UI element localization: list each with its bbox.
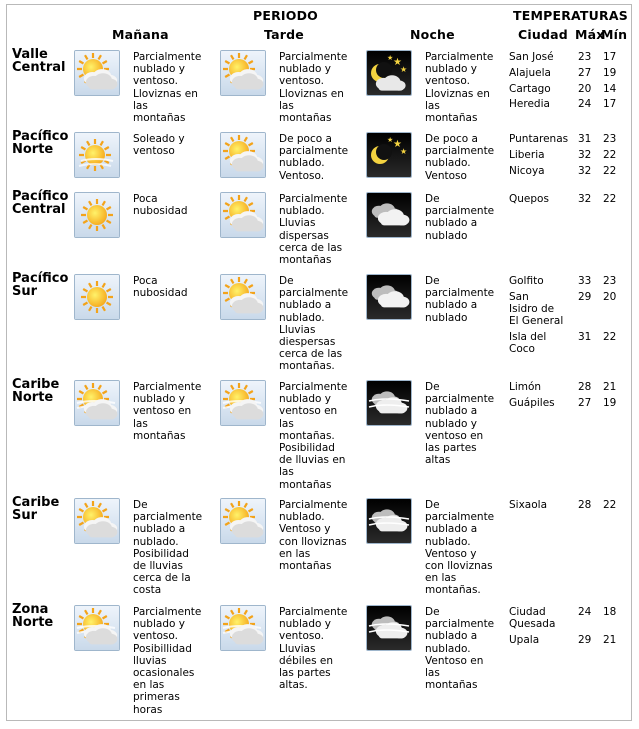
manana-forecast-line: Posibilidad xyxy=(133,547,189,560)
max-temp: 24 xyxy=(578,98,592,111)
noche-forecast-line: nublado a xyxy=(425,217,478,230)
region-name xyxy=(12,130,68,156)
tarde-forecast xyxy=(279,275,348,373)
noche-forecast xyxy=(425,606,494,691)
tarde-forecast xyxy=(279,51,347,124)
min-temp: 22 xyxy=(603,164,617,177)
noche-forecast-line: las xyxy=(425,99,440,112)
noche-forecast-line: altas xyxy=(425,454,451,467)
city-name xyxy=(509,83,551,95)
tarde-header: Tarde xyxy=(264,27,304,42)
max-temp: 29 xyxy=(578,290,592,303)
noche-forecast-line: nublado. xyxy=(425,535,471,548)
region-name-line: Zona xyxy=(12,602,49,617)
manana-forecast-line: Lloviznas en xyxy=(133,87,198,100)
noche-forecast xyxy=(425,275,494,324)
min-temp: 21 xyxy=(603,634,617,646)
manana-forecast-line: nublado y xyxy=(133,618,185,631)
tarde-forecast xyxy=(279,193,347,266)
manana-forecast xyxy=(133,275,188,299)
noche-forecast-line: parcialmente xyxy=(425,511,495,524)
tarde-forecast-line: las xyxy=(279,466,294,479)
manana-forecast-line: primeras xyxy=(133,691,180,704)
city-name xyxy=(509,381,541,393)
max-temp: 27 xyxy=(578,396,592,409)
manana-forecast xyxy=(133,193,188,217)
max-temp: 28 xyxy=(578,381,592,393)
noche-forecast-line: ventoso en xyxy=(425,429,484,442)
partly-cloudy-night-icon xyxy=(366,50,412,96)
city-name xyxy=(509,397,555,409)
tarde-forecast-line: ventoso. xyxy=(279,75,324,88)
manana-forecast-line: cerca de la xyxy=(133,572,191,585)
noche-forecast-line: ventoso. xyxy=(425,75,470,88)
max-temp: 32 xyxy=(578,193,592,205)
svg-text:★: ★ xyxy=(400,65,408,74)
region-name-line: Pacífico xyxy=(12,189,69,204)
noche-forecast-line: nublado a xyxy=(425,523,478,536)
tarde-forecast xyxy=(279,499,347,572)
manana-forecast-line: parcialmente xyxy=(133,511,203,524)
noche-forecast-line: parcialmente xyxy=(425,393,495,406)
sunny-windy-icon xyxy=(74,132,120,178)
min-temp: 22 xyxy=(603,499,617,511)
region-name-line: Sur xyxy=(12,508,38,523)
max-temp: 20 xyxy=(578,82,592,95)
manana-forecast xyxy=(133,51,201,124)
min-temp: 22 xyxy=(603,331,617,343)
tarde-forecast-line: montañas xyxy=(279,254,332,267)
partly-cloudy-sun-icon xyxy=(220,50,266,96)
city-name xyxy=(509,149,545,161)
noche-forecast-line: De xyxy=(425,381,440,393)
noche-forecast-line: en las xyxy=(425,572,457,585)
max-temp: 28 xyxy=(578,499,592,511)
partly-cloudy-sun-windy-icon xyxy=(220,605,266,651)
region-name xyxy=(12,603,53,629)
cloudy-windy-night-icon xyxy=(366,605,412,651)
city-name xyxy=(509,193,549,205)
noche-header: Noche xyxy=(410,27,455,42)
manana-forecast xyxy=(133,606,201,716)
tarde-forecast-line: nublado a xyxy=(279,299,332,312)
noche-forecast-line: nublado xyxy=(425,229,468,242)
tarde-forecast-line: Parcialmente xyxy=(279,193,348,205)
max-temp: 23 xyxy=(578,51,592,63)
manana-header: Mañana xyxy=(112,27,169,42)
noche-forecast xyxy=(425,193,494,242)
tarde-forecast-line: cerca de las xyxy=(279,241,343,254)
city-name-line: Sixaola xyxy=(509,499,548,511)
manana-forecast-line: ventoso. xyxy=(133,75,178,88)
min-temp: 22 xyxy=(603,148,617,161)
manana-forecast-line: nubosidad xyxy=(133,287,188,300)
region-name-line: Sur xyxy=(12,284,38,299)
tarde-forecast-line: nublado. xyxy=(279,157,325,170)
min-temp: 21 xyxy=(603,381,617,393)
tarde-forecast-line: montañas xyxy=(279,112,332,125)
manana-forecast-line: Parcialmente xyxy=(133,51,202,63)
city-name xyxy=(509,133,568,145)
tarde-forecast-line: montañas. xyxy=(279,429,335,442)
city-name xyxy=(509,634,539,646)
ciudad-header: Ciudad xyxy=(518,27,568,42)
region-name xyxy=(12,272,68,298)
max-temp: 29 xyxy=(578,634,592,646)
max-temp: 32 xyxy=(578,148,592,161)
max-header: Máx xyxy=(575,27,605,42)
noche-forecast-line: nublado a xyxy=(425,299,478,312)
region-name-line: Central xyxy=(12,202,66,217)
tarde-forecast-line: nublado. xyxy=(279,511,325,524)
manana-forecast-line: Posibillidad xyxy=(133,642,192,655)
tarde-forecast-line: de lluvias en xyxy=(279,454,346,467)
region-name xyxy=(12,378,59,404)
city-name-line: Coco xyxy=(509,343,535,356)
tarde-forecast-line: De xyxy=(279,275,294,287)
partly-cloudy-sun-icon xyxy=(220,132,266,178)
tarde-forecast-line: las partes xyxy=(279,667,331,680)
cloudy-windy-night-icon xyxy=(366,380,412,426)
city-name xyxy=(509,275,544,287)
noche-forecast-line: las xyxy=(425,667,440,680)
tarde-forecast-line: nublado y xyxy=(279,618,331,631)
city-name-line: Quesada xyxy=(509,618,556,631)
region-name-line: Pacífico xyxy=(12,271,69,286)
tarde-forecast-line: las xyxy=(279,417,294,430)
tarde-forecast-line: Parcialmente xyxy=(279,606,348,618)
manana-forecast-line: Soleado y xyxy=(133,133,185,145)
tarde-forecast-line: con lloviznas xyxy=(279,535,347,548)
max-temp: 32 xyxy=(578,164,592,177)
max-temp: 31 xyxy=(578,331,592,343)
manana-forecast-line: ocasionales xyxy=(133,667,195,680)
manana-forecast-line: nublado. xyxy=(133,535,179,548)
region-name xyxy=(12,48,65,74)
noche-forecast-line: parcialmente xyxy=(425,618,495,631)
noche-forecast-line: montañas. xyxy=(425,584,481,597)
noche-forecast-line: nublado a xyxy=(425,405,478,418)
max-temp: 33 xyxy=(578,275,592,287)
noche-forecast-line: De xyxy=(425,275,440,287)
city-name xyxy=(509,291,563,328)
tarde-forecast-line: montañas. xyxy=(279,360,335,373)
svg-text:★: ★ xyxy=(387,136,394,144)
region-name-line: Caribe xyxy=(12,377,60,392)
city-name-line: Heredia xyxy=(509,98,550,111)
tarde-forecast-line: montañas xyxy=(279,478,332,491)
manana-forecast-line: Poca xyxy=(133,275,158,287)
partly-cloudy-sun-windy-icon xyxy=(74,380,120,426)
city-name-line: Upala xyxy=(509,634,540,646)
cloudy-night-icon xyxy=(366,192,412,238)
min-temp: 18 xyxy=(603,606,617,618)
region-name-line: Caribe xyxy=(12,495,60,510)
noche-forecast-line: parcialmente xyxy=(425,205,495,218)
max-temp: 31 xyxy=(578,133,592,145)
tarde-forecast-line: Lloviznas en xyxy=(279,87,344,100)
manana-forecast-line: montañas xyxy=(133,429,186,442)
svg-text:★: ★ xyxy=(393,57,402,68)
tarde-forecast-line: Ventoso. xyxy=(279,169,325,182)
noche-forecast-line: nublado. xyxy=(425,642,471,655)
tarde-forecast-line: las xyxy=(279,99,294,112)
tarde-forecast-line: dispersas xyxy=(279,229,329,242)
svg-text:★: ★ xyxy=(393,139,402,150)
noche-forecast-line: Ventoso xyxy=(425,169,467,182)
city-name-line: Liberia xyxy=(509,148,545,161)
manana-forecast-line: las xyxy=(133,417,148,430)
city-name-line: Nicoya xyxy=(509,164,545,177)
manana-forecast-line: nubosidad xyxy=(133,205,188,218)
city-name-line: Isidro de xyxy=(509,303,555,315)
tarde-forecast-line: Posibilidad xyxy=(279,442,335,455)
tarde-forecast-line: nublado y xyxy=(279,393,331,406)
noche-forecast-line: nublado y xyxy=(425,63,477,76)
partly-cloudy-sun-icon xyxy=(220,192,266,238)
city-name-line: El General xyxy=(509,315,564,328)
city-name xyxy=(509,98,550,110)
manana-forecast-line: de lluvias xyxy=(133,560,183,573)
sun-icon xyxy=(74,192,120,238)
tarde-forecast-line: nublado. xyxy=(279,205,325,218)
temperaturas-header: TEMPERATURAS xyxy=(513,8,628,23)
tarde-forecast-line: débiles en xyxy=(279,654,334,667)
tarde-forecast xyxy=(279,133,348,182)
min-temp: 20 xyxy=(603,290,617,303)
partly-cloudy-sun-icon xyxy=(74,498,120,544)
city-name xyxy=(509,606,555,630)
tarde-forecast-line: Parcialmente xyxy=(279,381,348,393)
tarde-forecast-line: Lluvias xyxy=(279,642,316,655)
noche-forecast-line: Parcialmente xyxy=(425,51,494,63)
tarde-forecast-line: altas. xyxy=(279,679,308,692)
manana-forecast-line: Parcialmente xyxy=(133,381,202,393)
manana-forecast-line: nublado y xyxy=(133,63,185,76)
noche-forecast-line: nublado y xyxy=(425,417,477,430)
region-name xyxy=(12,190,68,216)
manana-forecast-line: Poca xyxy=(133,193,158,205)
city-name-line: San xyxy=(509,290,529,303)
noche-forecast-line: parcialmente xyxy=(425,287,495,300)
manana-forecast-line: De xyxy=(133,499,148,511)
city-name-line: Alajuela xyxy=(509,66,551,79)
manana-forecast-line: nublado y xyxy=(133,393,185,406)
manana-forecast-line: ventoso. xyxy=(133,630,178,643)
min-temp: 17 xyxy=(603,51,617,63)
tarde-forecast-line: De poco a xyxy=(279,133,332,145)
noche-forecast-line: Ventoso y xyxy=(425,547,477,560)
manana-forecast-line: ventoso en xyxy=(133,405,192,418)
city-name xyxy=(509,331,546,355)
city-name xyxy=(509,499,547,511)
partly-cloudy-sun-windy-icon xyxy=(220,380,266,426)
tarde-forecast-line: parcialmente xyxy=(279,287,349,300)
svg-text:★: ★ xyxy=(387,54,394,62)
manana-forecast-line: costa xyxy=(133,584,162,597)
region-name-line: Valle xyxy=(12,47,48,62)
city-name-line: Guápiles xyxy=(509,396,555,409)
noche-forecast-line: nublado a xyxy=(425,630,478,643)
cloudy-windy-night-icon xyxy=(366,498,412,544)
min-header: Mín xyxy=(601,27,628,42)
noche-forecast-line: De xyxy=(425,499,440,511)
tarde-forecast-line: en las xyxy=(279,547,311,560)
region-name-line: Central xyxy=(12,60,66,75)
cloudy-night-icon xyxy=(366,274,412,320)
noche-forecast-line: nublado. xyxy=(425,157,471,170)
noche-forecast-line: Ventoso en xyxy=(425,654,484,667)
manana-forecast-line: nublado a xyxy=(133,523,186,536)
manana-forecast-line: las xyxy=(133,99,148,112)
manana-forecast xyxy=(133,499,202,597)
city-name xyxy=(509,67,551,79)
noche-forecast-line: montañas xyxy=(425,112,478,125)
min-temp: 22 xyxy=(603,193,617,205)
region-name-line: Norte xyxy=(12,390,54,405)
region-name-line: Pacífico xyxy=(12,129,69,144)
noche-forecast xyxy=(425,499,494,597)
manana-forecast-line: lluvias xyxy=(133,654,167,667)
city-name xyxy=(509,51,554,63)
sun-icon xyxy=(74,274,120,320)
svg-text:★: ★ xyxy=(400,147,408,156)
city-name-line: Isla del xyxy=(509,331,547,343)
tarde-forecast-line: cerca de las xyxy=(279,348,343,361)
region-name xyxy=(12,496,59,522)
noche-forecast-line: con lloviznas xyxy=(425,560,493,573)
tarde-forecast-line: nublado y xyxy=(279,63,331,76)
manana-forecast-line: Parcialmente xyxy=(133,606,202,618)
noche-forecast-line: Lloviznas en xyxy=(425,87,490,100)
tarde-forecast-line: ventoso en xyxy=(279,405,338,418)
manana-forecast-line: en las xyxy=(133,679,165,692)
city-name-line: Ciudad xyxy=(509,606,546,618)
tarde-forecast-line: diespersas xyxy=(279,336,336,349)
tarde-forecast-line: ventoso. xyxy=(279,630,324,643)
city-name xyxy=(509,165,545,177)
min-temp: 19 xyxy=(603,66,617,79)
manana-forecast-line: montañas xyxy=(133,112,186,125)
manana-forecast-line: horas xyxy=(133,703,163,716)
moon-stars-icon xyxy=(366,132,412,178)
periodo-header: PERIODO xyxy=(253,8,319,23)
noche-forecast-line: De xyxy=(425,193,440,205)
city-name-line: Golfito xyxy=(509,275,544,287)
city-name-line: Cartago xyxy=(509,82,551,95)
tarde-forecast-line: Parcialmente xyxy=(279,499,348,511)
noche-forecast xyxy=(425,381,494,466)
min-temp: 19 xyxy=(603,396,617,409)
partly-cloudy-sun-icon xyxy=(74,50,120,96)
tarde-forecast-line: nublado. xyxy=(279,311,325,324)
partly-cloudy-sun-icon xyxy=(220,274,266,320)
tarde-forecast-line: Parcialmente xyxy=(279,51,348,63)
city-name-line: Quepos xyxy=(509,193,549,205)
region-name-line: Norte xyxy=(12,142,54,157)
partly-cloudy-sun-icon xyxy=(220,498,266,544)
tarde-forecast xyxy=(279,606,347,691)
min-temp: 23 xyxy=(603,275,617,287)
noche-forecast-line: montañas xyxy=(425,679,478,692)
tarde-forecast-line: parcialmente xyxy=(279,145,349,158)
noche-forecast xyxy=(425,133,494,182)
tarde-forecast-line: Lluvias xyxy=(279,217,316,230)
tarde-forecast xyxy=(279,381,347,491)
noche-forecast-line: De poco a xyxy=(425,133,478,145)
noche-forecast-line: las partes xyxy=(425,442,477,455)
max-temp: 27 xyxy=(578,66,592,79)
city-name-line: Puntarenas xyxy=(509,133,569,145)
min-temp: 23 xyxy=(603,133,617,145)
manana-forecast xyxy=(133,133,185,157)
manana-forecast-line: ventoso xyxy=(133,145,175,158)
tarde-forecast-line: Ventoso y xyxy=(279,523,331,536)
manana-forecast xyxy=(133,381,201,442)
noche-forecast-line: nublado xyxy=(425,311,468,324)
partly-cloudy-sun-windy-icon xyxy=(74,605,120,651)
noche-forecast-line: parcialmente xyxy=(425,145,495,158)
min-temp: 14 xyxy=(603,82,617,95)
city-name-line: San José xyxy=(509,51,554,63)
region-name-line: Norte xyxy=(12,615,54,630)
max-temp: 24 xyxy=(578,606,592,618)
tarde-forecast-line: Lluvias xyxy=(279,323,316,336)
noche-forecast-line: De xyxy=(425,606,440,618)
tarde-forecast-line: montañas xyxy=(279,560,332,573)
city-name-line: Limón xyxy=(509,381,542,393)
min-temp: 17 xyxy=(603,98,617,111)
noche-forecast xyxy=(425,51,493,124)
